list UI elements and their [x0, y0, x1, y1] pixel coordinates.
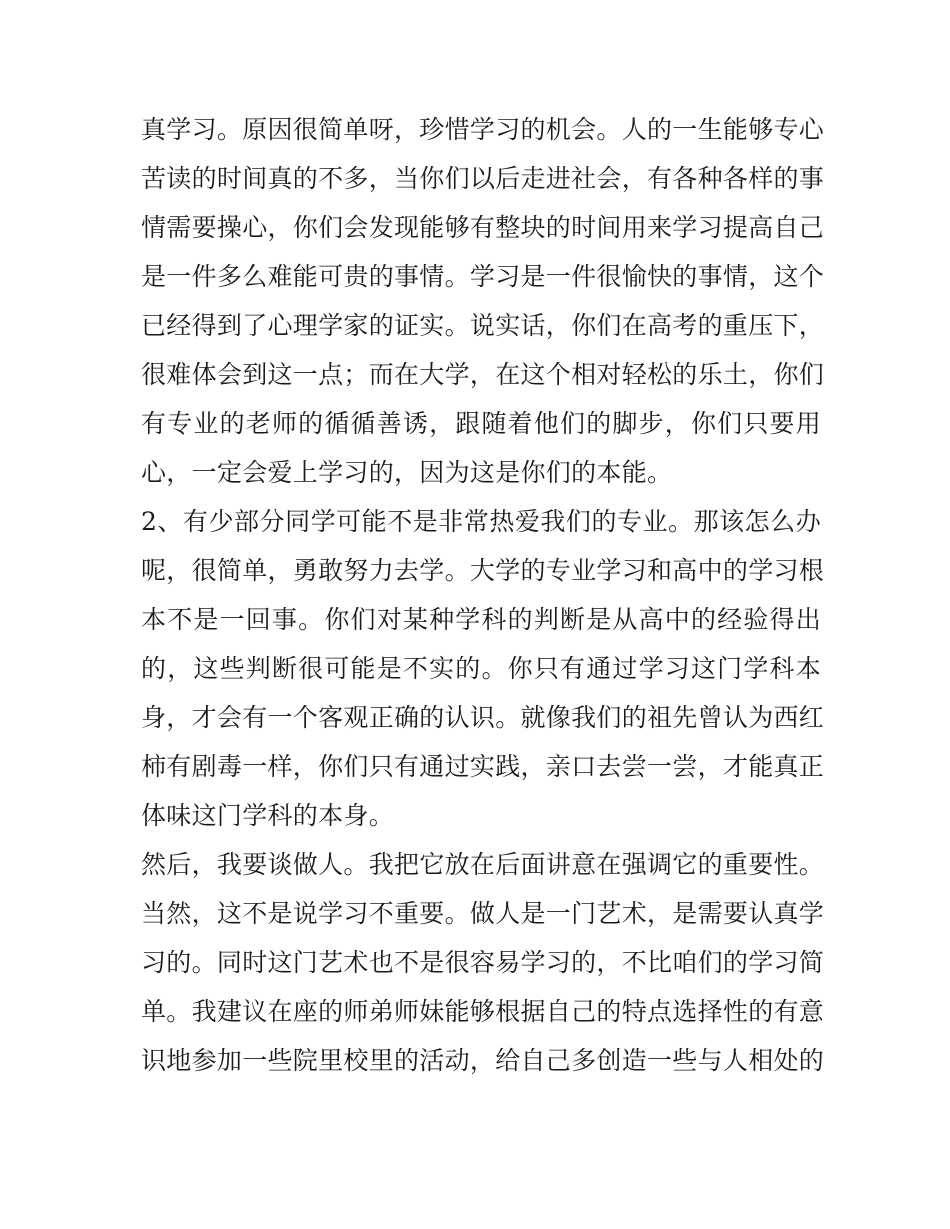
text-line: 身，才会有一个客观正确的认识。就像我们的祖先曾认为西红 [141, 703, 825, 732]
text-line: 当然，这不是说学习不重要。做人是一门艺术，是需要认真学 [141, 899, 825, 928]
text-line: 2、有少部分同学可能不是非常热爱我们的专业。那该怎么办 [141, 507, 821, 536]
text-line: 的，这些判断很可能是不实的。你只有通过学习这门学科本 [141, 654, 821, 683]
text-line: 心，一定会爱上学习的，因为这是你们的本能。 [141, 458, 673, 487]
body-text [141, 105, 825, 1085]
text-line: 有专业的老师的循循善诱，跟随着他们的脚步，你们只要用 [141, 409, 821, 438]
text-line: 柿有剧毒一样，你们只有通过实践，亲口去尝一尝，才能真正 [141, 752, 825, 781]
text-line: 呢，很简单，勇敢努力去学。大学的专业学习和高中的学习根 [141, 556, 825, 585]
text-line: 体味这门学科的本身。 [141, 801, 395, 830]
text-line: 是一件多么难能可贵的事情。学习是一件很愉快的事情，这个 [141, 262, 825, 291]
text-line: 识地参加一些院里校里的活动，给自己多创造一些与人相处的 [141, 1046, 825, 1075]
text-line: 苦读的时间真的不多，当你们以后走进社会，有各种各样的事 [141, 164, 825, 193]
text-line: 然后，我要谈做人。我把它放在后面讲意在强调它的重要性。 [141, 850, 825, 879]
text-line: 习的。同时这门艺术也不是很容易学习的，不比咱们的学习简 [141, 948, 825, 977]
text-line: 情需要操心，你们会发现能够有整块的时间用来学习提高自己 [141, 213, 825, 242]
text-line: 本不是一回事。你们对某种学科的判断是从高中的经验得出 [141, 605, 821, 634]
text-line: 真学习。原因很简单呀，珍惜学习的机会。人的一生能够专心 [141, 115, 825, 144]
text-line: 单。我建议在座的师弟师妹能够根据自己的特点选择性的有意 [141, 997, 825, 1026]
text-line: 很难体会到这一点；而在大学，在这个相对轻松的乐土，你们 [141, 360, 825, 389]
text-line: 已经得到了心理学家的证实。说实话，你们在高考的重压下， [141, 311, 825, 340]
